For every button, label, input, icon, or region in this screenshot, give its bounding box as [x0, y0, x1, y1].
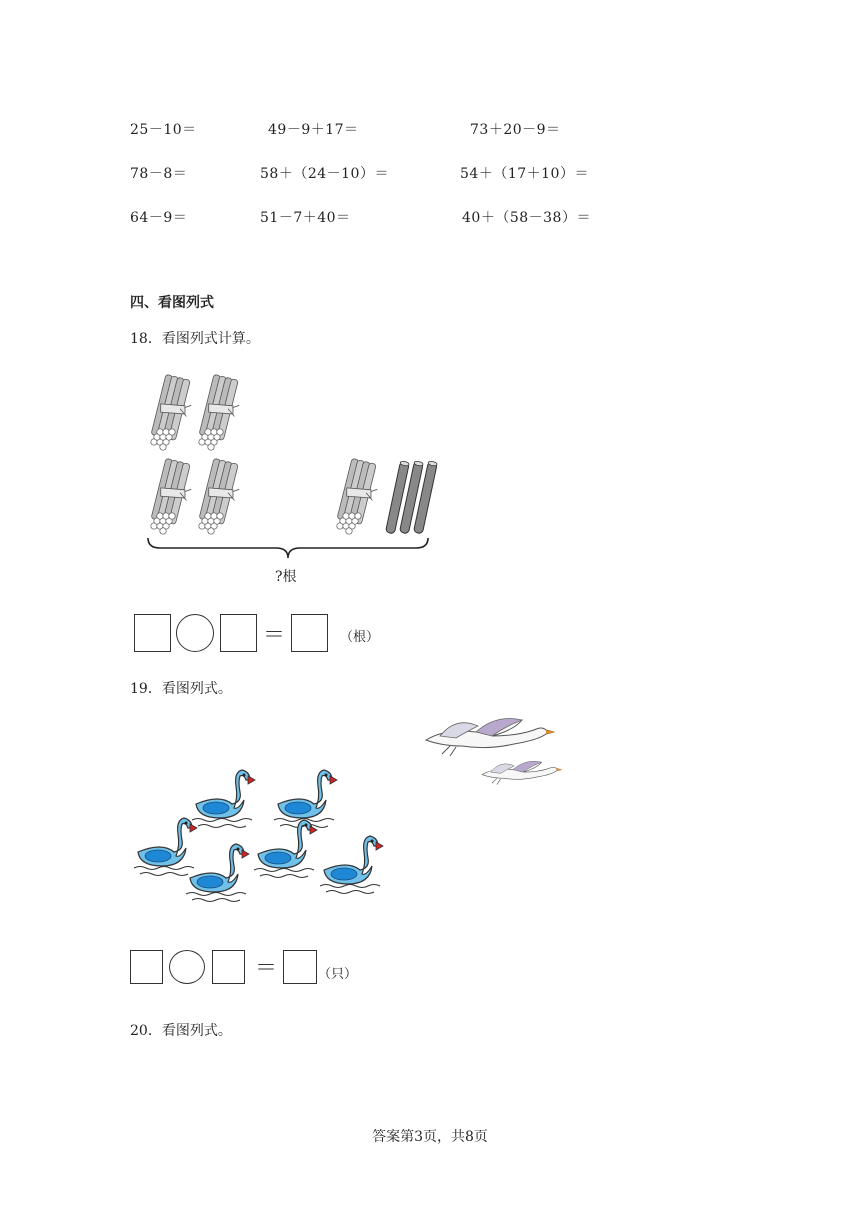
exercise-2-3: 54＋（17＋10）＝: [460, 166, 589, 182]
stick-bundle-icon: [151, 374, 197, 450]
question-19-prompt: 19．看图列式。: [130, 681, 232, 697]
operator-circle[interactable]: [169, 950, 205, 984]
answer-box-1[interactable]: [130, 950, 163, 984]
answer-box-result[interactable]: [283, 950, 317, 984]
blue-swan-icon: [274, 770, 337, 828]
blue-swan-icon: [186, 844, 249, 902]
exercise-1-2: 49－9＋17＝: [268, 122, 359, 138]
answer-box-2[interactable]: [220, 614, 257, 652]
brace-label: ?根: [275, 569, 297, 585]
equals-sign: ＝: [255, 956, 278, 981]
stick-bundle-icon: [199, 458, 245, 534]
single-stick-icon: [399, 461, 423, 534]
unit-label: （只）: [318, 967, 358, 982]
exercise-3-3: 40＋（58－38）＝: [462, 210, 591, 226]
question-20-prompt: 20．看图列式。: [130, 1023, 232, 1039]
answer-box-result[interactable]: [291, 614, 328, 652]
stick-bundle-icon: [151, 458, 197, 534]
flying-goose-icon: [426, 719, 556, 757]
blue-swan-icon: [192, 770, 255, 828]
exercise-2-1: 78－8＝: [130, 166, 188, 182]
exercise-1-1: 25－10＝: [130, 122, 197, 138]
exercise-2-2: 58＋（24－10）＝: [260, 166, 389, 182]
single-stick-icon: [385, 461, 409, 534]
stick-bundle-icon: [199, 374, 245, 450]
single-stick-icon: [413, 461, 437, 534]
equals-sign: ＝: [263, 623, 286, 648]
blue-swan-icon: [134, 818, 197, 876]
exercise-1-3: 73＋20－9＝: [470, 122, 561, 138]
page-footer: 答案第3页，共8页: [372, 1129, 488, 1145]
stick-bundle-icon: [337, 458, 383, 534]
unit-label: （根）: [340, 630, 380, 645]
answer-box-2[interactable]: [212, 950, 245, 984]
exercise-3-1: 64－9＝: [130, 210, 188, 226]
blue-swan-icon: [254, 820, 317, 878]
blue-swan-icon: [320, 836, 383, 894]
flying-goose-icon: [482, 761, 563, 784]
question-18-prompt: 18．看图列式计算。: [130, 331, 260, 347]
answer-box-1[interactable]: [134, 614, 171, 652]
operator-circle[interactable]: [176, 614, 214, 652]
exercise-3-2: 51－7＋40＝: [260, 210, 351, 226]
section-title: 四、看图列式: [130, 295, 214, 311]
curly-brace-icon: [148, 538, 428, 558]
